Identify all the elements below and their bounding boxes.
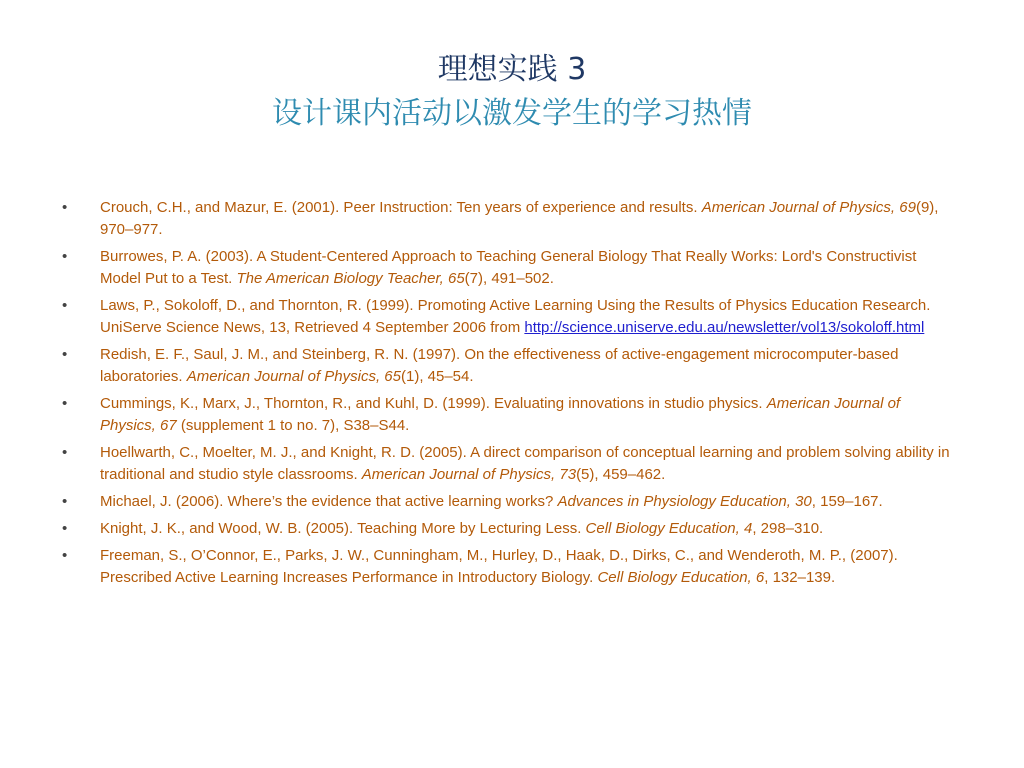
reference-text: , 132–139. [764,569,836,586]
bullet-icon: • [62,444,68,461]
reference-journal: American Journal of Physics, 69 [701,199,916,216]
bullet-icon: • [62,199,68,216]
reference-journal: Cell Biology Education, 6 [597,569,765,586]
reference-text: Cummings, K., Marx, J., Thornton, R., and Kuhl, D. (1999). Evaluating innovations in studio physics. [100,395,767,412]
bullet-icon: • [62,248,68,265]
reference-text: Redish, E. F., Saul, J. M., and Steinberg, R. N. (1997). On the effectiveness of active-engagement microcomputer-based laboratories. [100,346,899,385]
reference-item [62,442,952,486]
reference-text: Knight, J. K., and Wood, W. B. (2005). Teaching More by Lecturing Less. [100,520,586,537]
reference-text: Laws, P., Sokoloff, D., and Thornton, R. (1999). Promoting Active Learning Using the Results of Physics Education Research. UniServe Science News, 13, Retrieved 4 September 2006 from [100,297,931,336]
reference-text: (supplement 1 to no. 7), S38–S44. [176,417,410,434]
bullet-icon: • [62,520,68,537]
reference-item [62,197,952,241]
reference-item [62,491,952,513]
reference-item [62,518,952,540]
slide-title [60,48,964,136]
reference-text: , 298–310. [752,520,824,537]
reference-journal: Cell Biology Education, 4 [585,520,753,537]
reference-text: Hoellwarth, C., Moelter, M. J., and Knight, R. D. (2005). A direct comparison of conceptual learning and problem solving ability in traditional and studio style classrooms. [100,444,950,483]
reference-text: Crouch, C.H., and Mazur, E. (2001). Peer Instruction: Ten years of experience and results. [100,199,702,216]
reference-text: (7), 491–502. [464,270,554,287]
reference-journal: Advances in Physiology Education, 30 [557,493,812,510]
reference-journal: The American Biology Teacher, 65 [236,270,465,287]
bullet-icon: • [62,297,68,314]
bullet-icon: • [62,547,68,564]
reference-link[interactable]: http://science.uniserve.edu.au/newsletter/vol13/sokoloff.html [524,319,925,336]
reference-text: Burrowes, P. A. (2003). A Student-Centered Approach to Teaching General Biology That Really Works: Lord's Constructivist Model Put to a Test. [100,248,917,287]
reference-journal: American Journal of Physics, 67 [100,395,901,434]
reference-journal: American Journal of Physics, 73 [361,466,577,483]
bullet-icon: • [62,493,68,510]
reference-item [62,295,952,339]
reference-list [62,197,952,594]
reference-item [62,344,952,388]
title-line-1: 理想实践 3 [437,52,587,87]
reference-text: (1), 45–54. [400,368,474,385]
reference-journal: American Journal of Physics, 65 [186,368,401,385]
reference-text: (5), 459–462. [576,466,666,483]
reference-item [62,246,952,290]
reference-text: , 159–167. [811,493,883,510]
reference-text: Freeman, S., O’Connor, E., Parks, J. W., Cunningham, M., Hurley, D., Haak, D., Dirks, C., and Wenderoth, M. P., (2007). Prescribed Active Learning Increases Performance in Introductory Biology. [100,547,898,586]
bullet-icon: • [62,346,68,363]
reference-item [62,393,952,437]
title-line-2: 设计课内活动以激发学生的学习热情 [272,96,752,131]
reference-item [62,545,952,589]
reference-text: Michael, J. (2006). Where’s the evidence that active learning works? [100,493,558,510]
reference-text: (9), 970–977. [100,199,939,238]
bullet-icon: • [62,395,68,412]
